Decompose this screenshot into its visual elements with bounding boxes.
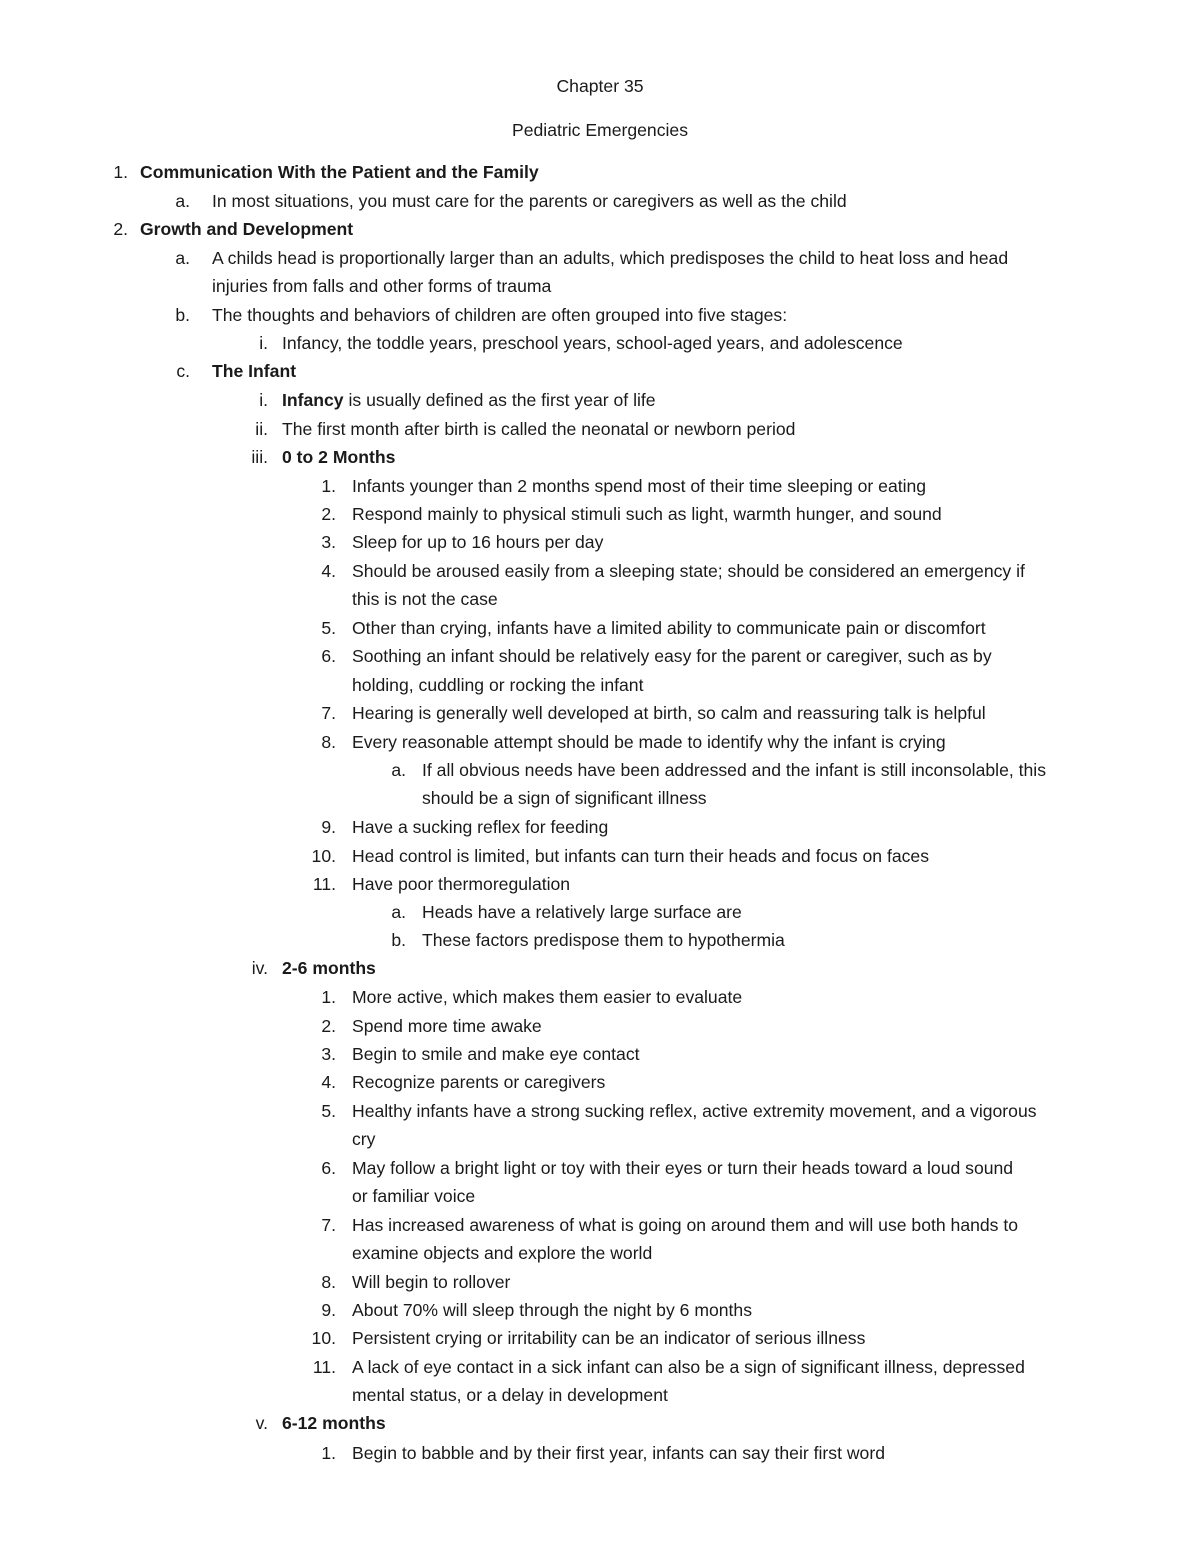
text-segment: The first month after birth is called the neonatal or newborn period — [282, 419, 796, 439]
list-marker: 7. — [321, 703, 336, 723]
text-segment: Persistent crying or irritability can be an indicator of serious illness — [352, 1328, 866, 1348]
list-marker: 9. — [321, 1300, 336, 1320]
text-segment: Every reasonable attempt should be made to identify why the infant is crying — [352, 732, 946, 752]
text-segment: should be a sign of significant illness — [422, 788, 707, 808]
list-marker: a. — [175, 248, 190, 268]
bold-text: Communication With the Patient and the Family — [140, 162, 539, 182]
text-segment: Other than crying, infants have a limited ability to communicate pain or discomfort — [352, 618, 986, 638]
list-item-text — [352, 588, 498, 610]
list-marker: 2. — [321, 504, 336, 524]
list-item-text — [352, 702, 986, 724]
list-item-text — [352, 645, 992, 667]
text-segment: Infancy, the toddle years, preschool years, school-aged years, and adolescence — [282, 333, 903, 353]
list-marker: i. — [259, 390, 268, 410]
list-marker: 5. — [321, 1101, 336, 1121]
text-segment: or familiar voice — [352, 1186, 476, 1206]
list-item-text — [422, 901, 742, 923]
list-item-text — [282, 446, 395, 468]
list-item-text — [352, 731, 946, 753]
list-item-text — [282, 418, 795, 440]
list-marker: 9. — [321, 817, 336, 837]
list-item-text — [282, 332, 903, 354]
list-item-text — [212, 275, 551, 297]
list-marker: 1. — [321, 476, 336, 496]
list-item-text — [212, 247, 1008, 269]
list-item-text — [422, 759, 1046, 781]
list-marker: b. — [175, 305, 190, 325]
list-item-text — [352, 1015, 542, 1037]
text-segment: About 70% will sleep through the night by 6 months — [352, 1300, 753, 1320]
bold-text: Infancy — [282, 390, 344, 410]
text-segment: Hearing is generally well developed at birth, so calm and reassuring talk is helpful — [352, 703, 986, 723]
list-item-text — [352, 503, 942, 525]
list-item-text — [352, 475, 926, 497]
list-marker: a. — [391, 760, 406, 780]
text-segment: injuries from falls and other forms of trauma — [212, 276, 552, 296]
chapter-heading: Chapter 35 — [556, 76, 644, 96]
list-item-text — [140, 218, 353, 240]
list-item-text — [352, 1214, 1018, 1236]
list-marker: iv. — [251, 958, 268, 978]
text-segment: Have poor thermoregulation — [352, 874, 571, 894]
list-marker: iii. — [251, 447, 268, 467]
list-item-text — [422, 929, 785, 951]
list-marker: 5. — [321, 618, 336, 638]
text-segment: examine objects and explore the world — [352, 1243, 653, 1263]
text-segment: Respond mainly to physical stimuli such as light, warmth hunger, and sound — [352, 504, 942, 524]
list-item-text — [352, 845, 929, 867]
list-item-text — [352, 1442, 885, 1464]
list-item-text — [422, 787, 707, 809]
list-marker: 2. — [321, 1016, 336, 1036]
list-marker: 8. — [321, 732, 336, 752]
list-item-text — [352, 674, 643, 696]
list-item-text — [352, 1071, 605, 1093]
text-segment: Heads have a relatively large surface are — [422, 902, 742, 922]
list-marker: 2. — [113, 219, 128, 239]
list-marker: i. — [259, 333, 268, 353]
list-marker: 3. — [321, 532, 336, 552]
list-item-text — [352, 531, 603, 553]
text-segment: cry — [352, 1129, 376, 1149]
bold-text: The Infant — [212, 361, 297, 381]
bold-text: 2-6 months — [282, 958, 376, 978]
text-segment: The thoughts and behaviors of children are often grouped into five stages: — [212, 305, 788, 325]
list-item-text — [140, 161, 539, 183]
text-segment: If all obvious needs have been addressed and the infant is still inconsolable, this — [422, 760, 1047, 780]
text-segment: More active, which makes them easier to evaluate — [352, 987, 743, 1007]
text-segment: Begin to smile and make eye contact — [352, 1044, 640, 1064]
text-segment: Healthy infants have a strong sucking reflex, active extremity movement, and a vigorous — [352, 1101, 1037, 1121]
list-marker: 7. — [321, 1215, 336, 1235]
list-marker: c. — [176, 361, 190, 381]
list-item-text — [352, 1128, 375, 1150]
list-item-text — [352, 1157, 1013, 1179]
text-segment: Recognize parents or caregivers — [352, 1072, 606, 1092]
text-segment: Spend more time awake — [352, 1016, 542, 1036]
text-segment: In most situations, you must care for the parents or caregivers as well as the child — [212, 191, 847, 211]
list-item-text — [352, 1327, 865, 1349]
list-item-text — [352, 1100, 1037, 1122]
list-item-text — [352, 1242, 652, 1264]
text-segment: These factors predispose them to hypothermia — [422, 930, 785, 950]
text-segment: holding, cuddling or rocking the infant — [352, 675, 644, 695]
list-item-text — [352, 1356, 1025, 1378]
list-item-text — [352, 816, 608, 838]
list-marker: 8. — [321, 1272, 336, 1292]
list-marker: 11. — [312, 874, 336, 894]
list-marker: 10. — [311, 846, 336, 866]
text-segment: is usually defined as the first year of life — [343, 390, 656, 410]
document-title: Pediatric Emergencies — [511, 120, 688, 140]
list-item-text — [352, 1384, 668, 1406]
list-marker: 1. — [113, 162, 128, 182]
text-segment: Should be aroused easily from a sleeping state; should be considered an emergency if — [352, 561, 1025, 581]
list-item-text — [212, 190, 847, 212]
text-segment: A childs head is proportionally larger than an adults, which predisposes the child to heat loss and head — [212, 248, 1009, 268]
list-item-text — [352, 617, 986, 639]
list-item-text — [282, 957, 376, 979]
list-marker: ii. — [255, 419, 268, 439]
list-marker: 6. — [321, 1158, 336, 1178]
text-segment: Will begin to rollover — [352, 1272, 511, 1292]
list-item-text — [352, 560, 1025, 582]
list-item-text — [352, 1299, 752, 1321]
list-marker: 10. — [311, 1328, 336, 1348]
text-segment: Has increased awareness of what is going on around them and will use both hands to — [352, 1215, 1019, 1235]
bold-text: 0 to 2 Months — [282, 447, 396, 467]
list-item-text — [352, 1043, 640, 1065]
bold-text: Growth and Development — [140, 219, 354, 239]
list-marker: b. — [391, 930, 406, 950]
list-marker: 1. — [321, 987, 336, 1007]
text-segment: Have a sucking reflex for feeding — [352, 817, 609, 837]
text-segment: mental status, or a delay in development — [352, 1385, 668, 1405]
text-segment: May follow a bright light or toy with their eyes or turn their heads toward a loud sound — [352, 1158, 1014, 1178]
bold-text: 6-12 months — [282, 1413, 386, 1433]
text-segment: Soothing an infant should be relatively easy for the parent or caregiver, such as by — [352, 646, 992, 666]
list-marker: a. — [175, 191, 190, 211]
list-item-text — [212, 304, 787, 326]
list-marker: v. — [255, 1413, 268, 1433]
list-marker: a. — [391, 902, 406, 922]
list-marker: 1. — [321, 1443, 336, 1463]
text-segment: A lack of eye contact in a sick infant can also be a sign of significant illness, depressed — [352, 1357, 1025, 1377]
list-item-text — [282, 1412, 386, 1434]
list-marker: 11. — [312, 1357, 336, 1377]
list-item-text — [212, 360, 296, 382]
list-item-text — [352, 1185, 475, 1207]
text-segment: Begin to babble and by their first year, infants can say their first word — [352, 1443, 885, 1463]
list-item-text — [282, 389, 656, 411]
text-segment: this is not the case — [352, 589, 498, 609]
list-item-text — [352, 873, 570, 895]
text-segment: Infants younger than 2 months spend most of their time sleeping or eating — [352, 476, 927, 496]
text-segment: Sleep for up to 16 hours per day — [352, 532, 604, 552]
list-marker: 3. — [321, 1044, 336, 1064]
list-marker: 4. — [321, 1072, 336, 1092]
text-segment: Head control is limited, but infants can turn their heads and focus on faces — [352, 846, 930, 866]
list-item-text — [352, 1271, 510, 1293]
list-marker: 6. — [321, 646, 336, 666]
list-item-text — [352, 986, 742, 1008]
list-marker: 4. — [321, 561, 336, 581]
